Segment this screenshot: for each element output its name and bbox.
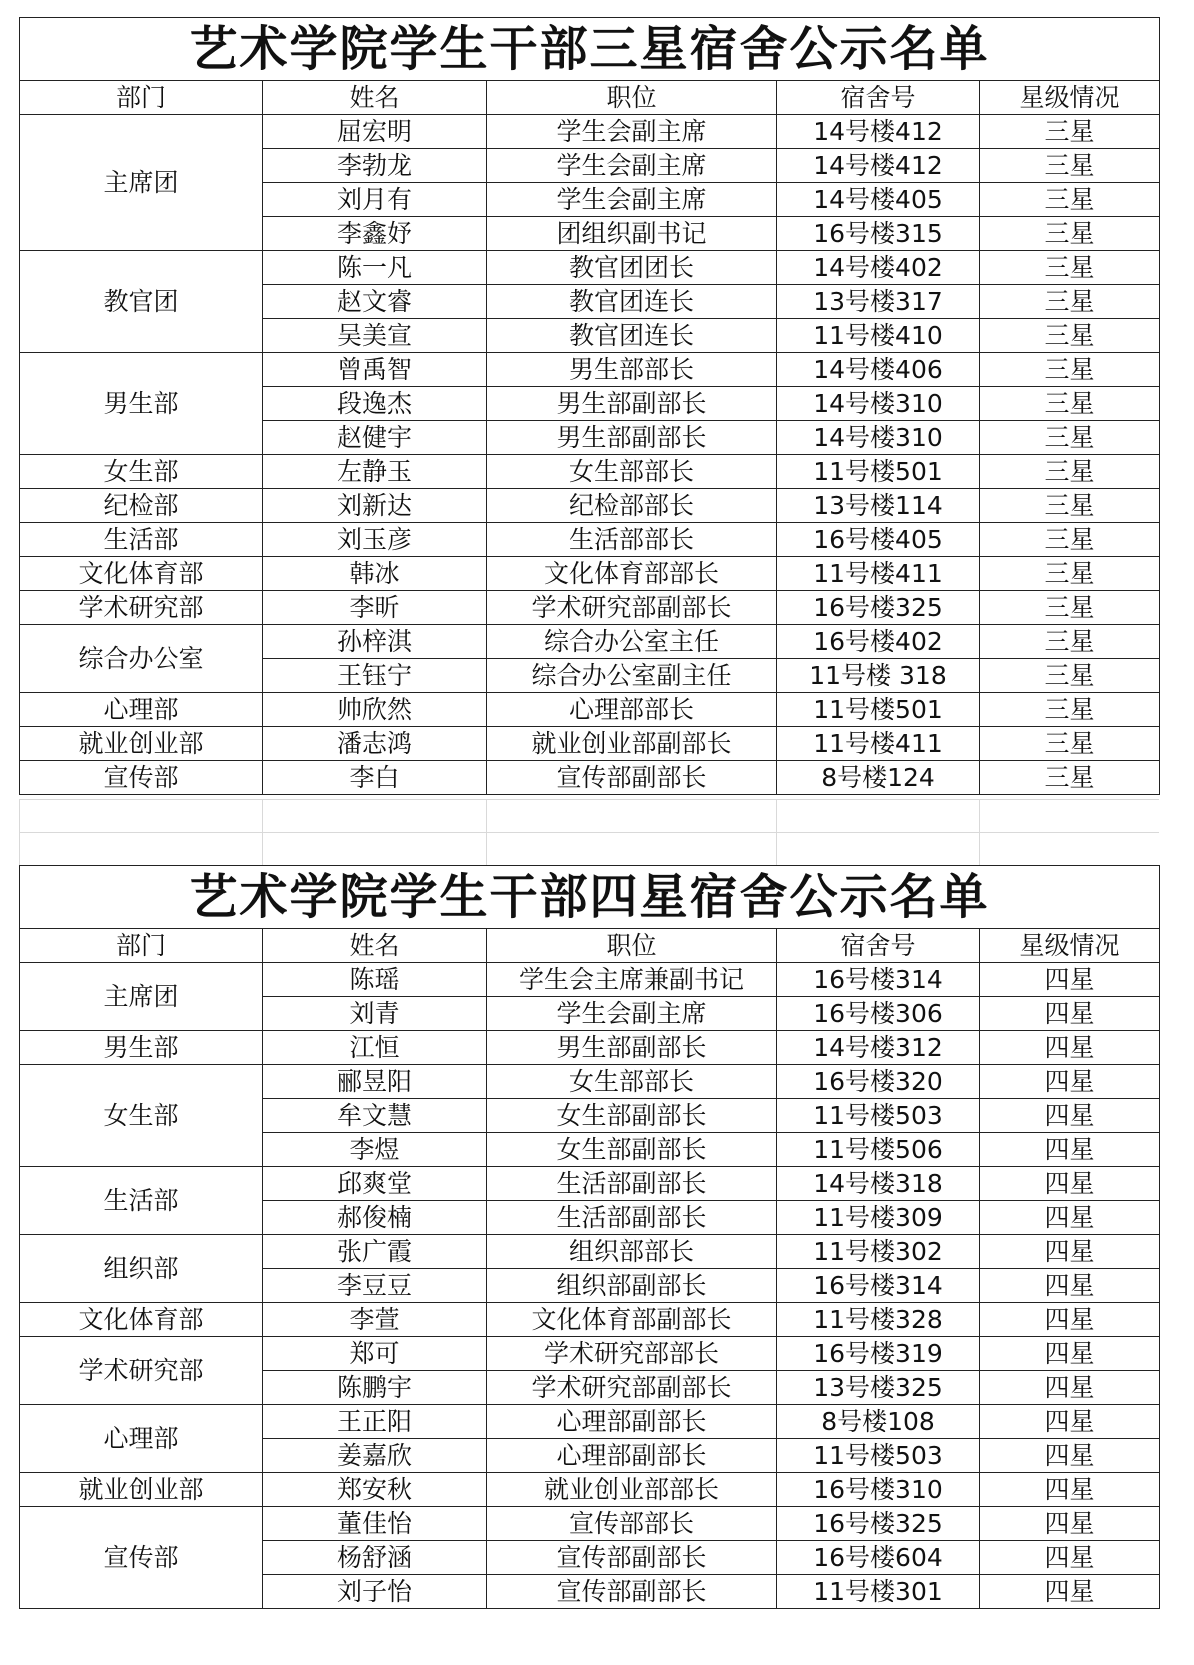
position-cell: 心理部部长 (487, 693, 777, 727)
dorm-cell: 11号楼411 (777, 727, 980, 761)
position-cell: 宣传部副部长 (487, 761, 777, 795)
department-cell: 文化体育部 (20, 1303, 263, 1337)
table-body (20, 115, 1160, 795)
name-cell: 孙梓淇 (263, 625, 487, 659)
table-row (20, 761, 1160, 795)
position-cell: 男生部副部长 (487, 387, 777, 421)
position-cell: 男生部副部长 (487, 1031, 777, 1065)
name-cell: 郑安秋 (263, 1473, 487, 1507)
table-row (20, 1405, 1160, 1439)
star-level-cell: 四星 (980, 1473, 1160, 1507)
name-cell: 陈一凡 (263, 251, 487, 285)
dorm-cell: 16号楼604 (777, 1541, 980, 1575)
name-cell: 杨舒涵 (263, 1541, 487, 1575)
table-row (20, 251, 1160, 285)
column-header-dorm: 宿舍号 (777, 81, 980, 115)
column-header-star-level: 星级情况 (980, 929, 1160, 963)
star-level-cell: 三星 (980, 659, 1160, 693)
table-row (20, 1507, 1160, 1541)
name-cell: 郑可 (263, 1337, 487, 1371)
star-level-cell: 三星 (980, 251, 1160, 285)
column-header-department: 部门 (20, 81, 263, 115)
table-row (20, 1473, 1160, 1507)
position-cell: 心理部副部长 (487, 1405, 777, 1439)
star-level-cell: 三星 (980, 353, 1160, 387)
name-cell: 潘志鸿 (263, 727, 487, 761)
position-cell: 宣传部部长 (487, 1507, 777, 1541)
column-header-position: 职位 (487, 81, 777, 115)
dorm-cell: 13号楼114 (777, 489, 980, 523)
name-cell: 李勃龙 (263, 149, 487, 183)
dorm-cell: 14号楼405 (777, 183, 980, 217)
table-title: 艺术学院学生干部四星宿舍公示名单 (19, 865, 1160, 928)
dorm-cell: 14号楼406 (777, 353, 980, 387)
dorm-cell: 16号楼319 (777, 1337, 980, 1371)
table-row (20, 115, 1160, 149)
name-cell: 李鑫妤 (263, 217, 487, 251)
name-cell: 吴美宣 (263, 319, 487, 353)
name-cell: 刘月有 (263, 183, 487, 217)
department-cell: 就业创业部 (20, 1473, 263, 1507)
position-cell: 女生部部长 (487, 1065, 777, 1099)
department-cell: 生活部 (20, 1167, 263, 1235)
dorm-cell: 14号楼310 (777, 387, 980, 421)
name-cell: 段逸杰 (263, 387, 487, 421)
position-cell: 综合办公室副主任 (487, 659, 777, 693)
table-row (20, 353, 1160, 387)
name-cell: 李萱 (263, 1303, 487, 1337)
table-body (20, 963, 1160, 1609)
position-cell: 生活部副部长 (487, 1167, 777, 1201)
star-level-cell: 三星 (980, 523, 1160, 557)
name-cell: 陈鹏宇 (263, 1371, 487, 1405)
star-level-cell: 四星 (980, 1507, 1160, 1541)
department-cell: 教官团 (20, 251, 263, 353)
dorm-cell: 14号楼312 (777, 1031, 980, 1065)
name-cell: 李豆豆 (263, 1269, 487, 1303)
department-cell: 心理部 (20, 1405, 263, 1473)
star-level-cell: 四星 (980, 1371, 1160, 1405)
dorm-cell: 16号楼310 (777, 1473, 980, 1507)
dorm-cell: 16号楼325 (777, 1507, 980, 1541)
star-level-cell: 三星 (980, 489, 1160, 523)
star-level-cell: 三星 (980, 693, 1160, 727)
table-row (20, 489, 1160, 523)
dorm-cell: 13号楼317 (777, 285, 980, 319)
star-level-cell: 四星 (980, 963, 1160, 997)
department-cell: 纪检部 (20, 489, 263, 523)
column-header-name: 姓名 (263, 81, 487, 115)
name-cell: 张广霞 (263, 1235, 487, 1269)
table-row (20, 1031, 1160, 1065)
position-cell: 团组织副书记 (487, 217, 777, 251)
name-cell: 帅欣然 (263, 693, 487, 727)
dorm-cell: 11号楼503 (777, 1439, 980, 1473)
dorm-cell: 14号楼318 (777, 1167, 980, 1201)
star-level-cell: 三星 (980, 387, 1160, 421)
position-cell: 学生会副主席 (487, 997, 777, 1031)
name-cell: 刘新达 (263, 489, 487, 523)
star-level-cell: 四星 (980, 1439, 1160, 1473)
dorm-cell: 11号楼301 (777, 1575, 980, 1609)
name-cell: 邱爽堂 (263, 1167, 487, 1201)
star-level-cell: 三星 (980, 149, 1160, 183)
star-level-cell: 三星 (980, 625, 1160, 659)
header-row (20, 929, 1160, 963)
name-cell: 牟文慧 (263, 1099, 487, 1133)
star-level-cell: 三星 (980, 285, 1160, 319)
three-star-roster-table (19, 17, 1160, 795)
star-level-cell: 四星 (980, 1167, 1160, 1201)
dorm-cell: 14号楼310 (777, 421, 980, 455)
name-cell: 刘子怡 (263, 1575, 487, 1609)
name-cell: 韩冰 (263, 557, 487, 591)
dorm-cell: 14号楼412 (777, 149, 980, 183)
name-cell: 李昕 (263, 591, 487, 625)
dorm-cell: 14号楼412 (777, 115, 980, 149)
position-cell: 文化体育部副部长 (487, 1303, 777, 1337)
dorm-cell: 11号楼503 (777, 1099, 980, 1133)
star-level-cell: 四星 (980, 1405, 1160, 1439)
department-cell: 文化体育部 (20, 557, 263, 591)
position-cell: 学生会副主席 (487, 183, 777, 217)
table-row (20, 1235, 1160, 1269)
dorm-cell: 11号楼309 (777, 1201, 980, 1235)
dorm-cell: 8号楼108 (777, 1405, 980, 1439)
name-cell: 曾禹智 (263, 353, 487, 387)
dorm-cell: 16号楼306 (777, 997, 980, 1031)
dorm-cell: 16号楼402 (777, 625, 980, 659)
dorm-cell: 11号楼410 (777, 319, 980, 353)
empty-spreadsheet-rows (19, 799, 1159, 865)
star-level-cell: 四星 (980, 1065, 1160, 1099)
position-cell: 学术研究部部长 (487, 1337, 777, 1371)
position-cell: 文化体育部部长 (487, 557, 777, 591)
spreadsheet-page (19, 17, 1159, 1637)
dorm-cell: 16号楼314 (777, 963, 980, 997)
star-level-cell: 四星 (980, 1541, 1160, 1575)
dorm-cell: 16号楼405 (777, 523, 980, 557)
dorm-cell: 11号楼501 (777, 693, 980, 727)
department-cell: 主席团 (20, 963, 263, 1031)
column-header-position: 职位 (487, 929, 777, 963)
table-row (20, 1303, 1160, 1337)
position-cell: 组织部部长 (487, 1235, 777, 1269)
dorm-cell: 16号楼314 (777, 1269, 980, 1303)
table-row (20, 693, 1160, 727)
star-level-cell: 四星 (980, 1099, 1160, 1133)
position-cell: 女生部副部长 (487, 1133, 777, 1167)
position-cell: 就业创业部副部长 (487, 727, 777, 761)
star-level-cell: 三星 (980, 557, 1160, 591)
name-cell: 赵文睿 (263, 285, 487, 319)
name-cell: 刘青 (263, 997, 487, 1031)
position-cell: 学术研究部副部长 (487, 1371, 777, 1405)
table-row (20, 523, 1160, 557)
department-cell: 学术研究部 (20, 1337, 263, 1405)
star-level-cell: 三星 (980, 727, 1160, 761)
table-row (20, 455, 1160, 489)
star-level-cell: 三星 (980, 319, 1160, 353)
position-cell: 教官团连长 (487, 319, 777, 353)
position-cell: 纪检部部长 (487, 489, 777, 523)
dorm-cell: 14号楼402 (777, 251, 980, 285)
position-cell: 男生部副部长 (487, 421, 777, 455)
dorm-cell: 11号楼411 (777, 557, 980, 591)
position-cell: 宣传部副部长 (487, 1575, 777, 1609)
name-cell: 王正阳 (263, 1405, 487, 1439)
position-cell: 女生部部长 (487, 455, 777, 489)
dorm-cell: 16号楼320 (777, 1065, 980, 1099)
star-level-cell: 三星 (980, 183, 1160, 217)
name-cell: 刘玉彦 (263, 523, 487, 557)
department-cell: 生活部 (20, 523, 263, 557)
table-row (20, 1167, 1160, 1201)
position-cell: 学生会副主席 (487, 149, 777, 183)
table-row (20, 591, 1160, 625)
four-star-roster-table (19, 865, 1160, 1609)
dorm-cell: 11号楼328 (777, 1303, 980, 1337)
department-cell: 主席团 (20, 115, 263, 251)
star-level-cell: 四星 (980, 1337, 1160, 1371)
department-cell: 男生部 (20, 1031, 263, 1065)
position-cell: 组织部副部长 (487, 1269, 777, 1303)
table-row (20, 963, 1160, 997)
star-level-cell: 四星 (980, 1031, 1160, 1065)
department-cell: 男生部 (20, 353, 263, 455)
department-cell: 宣传部 (20, 761, 263, 795)
name-cell: 姜嘉欣 (263, 1439, 487, 1473)
star-level-cell: 四星 (980, 1133, 1160, 1167)
table-row (20, 1337, 1160, 1371)
position-cell: 宣传部副部长 (487, 1541, 777, 1575)
star-level-cell: 四星 (980, 1303, 1160, 1337)
name-cell: 郦昱阳 (263, 1065, 487, 1099)
name-cell: 李煜 (263, 1133, 487, 1167)
star-level-cell: 四星 (980, 1269, 1160, 1303)
star-level-cell: 三星 (980, 761, 1160, 795)
star-level-cell: 四星 (980, 997, 1160, 1031)
star-level-cell: 三星 (980, 591, 1160, 625)
position-cell: 综合办公室主任 (487, 625, 777, 659)
star-level-cell: 四星 (980, 1235, 1160, 1269)
table-row (20, 727, 1160, 761)
star-level-cell: 三星 (980, 115, 1160, 149)
column-header-dorm: 宿舍号 (777, 929, 980, 963)
table-row (20, 1065, 1160, 1099)
position-cell: 学生会副主席 (487, 115, 777, 149)
column-header-department: 部门 (20, 929, 263, 963)
name-cell: 左静玉 (263, 455, 487, 489)
name-cell: 屈宏明 (263, 115, 487, 149)
position-cell: 生活部副部长 (487, 1201, 777, 1235)
position-cell: 教官团连长 (487, 285, 777, 319)
header-row (20, 81, 1160, 115)
dorm-cell: 11号楼506 (777, 1133, 980, 1167)
department-cell: 宣传部 (20, 1507, 263, 1609)
star-level-cell: 四星 (980, 1201, 1160, 1235)
name-cell: 赵健宇 (263, 421, 487, 455)
dorm-cell: 16号楼325 (777, 591, 980, 625)
department-cell: 综合办公室 (20, 625, 263, 693)
star-level-cell: 四星 (980, 1575, 1160, 1609)
position-cell: 教官团团长 (487, 251, 777, 285)
dorm-cell: 11号楼302 (777, 1235, 980, 1269)
position-cell: 就业创业部部长 (487, 1473, 777, 1507)
position-cell: 学生会主席兼副书记 (487, 963, 777, 997)
name-cell: 董佳怡 (263, 1507, 487, 1541)
dorm-cell: 8号楼124 (777, 761, 980, 795)
position-cell: 男生部部长 (487, 353, 777, 387)
dorm-cell: 13号楼325 (777, 1371, 980, 1405)
dorm-cell: 11号楼 318 (777, 659, 980, 693)
department-cell: 女生部 (20, 455, 263, 489)
position-cell: 学术研究部副部长 (487, 591, 777, 625)
department-cell: 心理部 (20, 693, 263, 727)
position-cell: 生活部部长 (487, 523, 777, 557)
department-cell: 学术研究部 (20, 591, 263, 625)
department-cell: 就业创业部 (20, 727, 263, 761)
table-row (20, 625, 1160, 659)
name-cell: 李白 (263, 761, 487, 795)
dorm-cell: 16号楼315 (777, 217, 980, 251)
name-cell: 郝俊楠 (263, 1201, 487, 1235)
dorm-cell: 11号楼501 (777, 455, 980, 489)
name-cell: 王钰宁 (263, 659, 487, 693)
star-level-cell: 三星 (980, 455, 1160, 489)
position-cell: 女生部副部长 (487, 1099, 777, 1133)
name-cell: 江恒 (263, 1031, 487, 1065)
table-title: 艺术学院学生干部三星宿舍公示名单 (19, 17, 1160, 80)
department-cell: 组织部 (20, 1235, 263, 1303)
department-cell: 女生部 (20, 1065, 263, 1167)
star-level-cell: 三星 (980, 217, 1160, 251)
column-header-name: 姓名 (263, 929, 487, 963)
column-header-star-level: 星级情况 (980, 81, 1160, 115)
star-level-cell: 三星 (980, 421, 1160, 455)
position-cell: 心理部副部长 (487, 1439, 777, 1473)
table-row (20, 557, 1160, 591)
name-cell: 陈瑶 (263, 963, 487, 997)
